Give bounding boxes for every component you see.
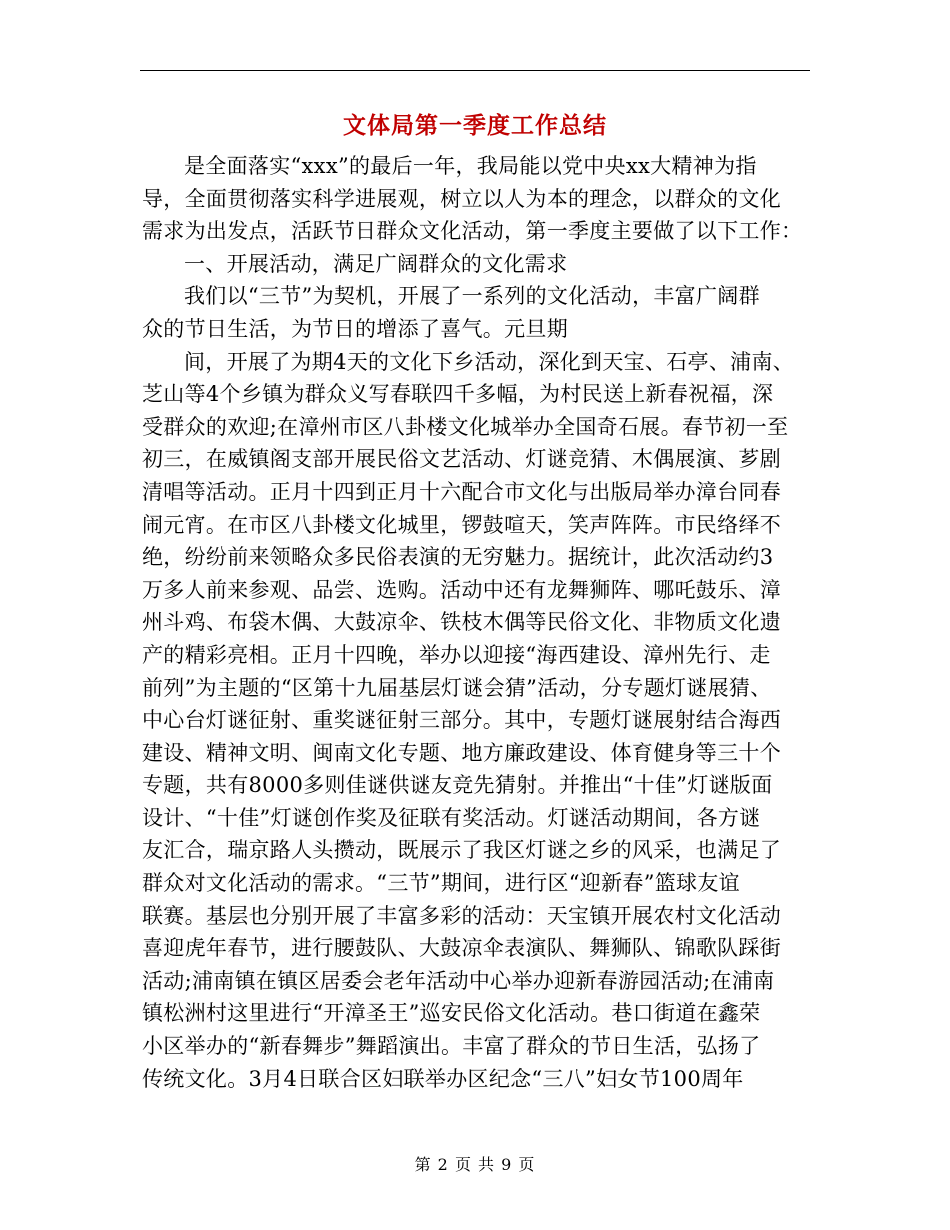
body-line: 前列”为主题的“区第十九届基层灯谜会猜”活动，分专题灯谜展猜、 (142, 675, 772, 700)
body-line: 传统文化。3月4日联合区妇联举办区纪念“三八”妇女节100周年 (142, 1066, 744, 1091)
body-line: 建设、精神文明、闽南文化专题、地方廉政建设、体育健身等三十个 (142, 740, 781, 765)
body-line: 小区举办的“新春舞步”舞蹈演出。丰富了群众的节日生活，弘扬了 (142, 1034, 761, 1059)
body-line: 喜迎虎年春节，进行腰鼓队、大鼓凉伞表演队、舞狮队、锦歌队踩街 (142, 936, 781, 961)
body-line: 清唱等活动。正月十四到正月十六配合市文化与出版局举办漳台同春 (142, 479, 781, 504)
body-line: 导，全面贯彻落实科学进展观，树立以人为本的理念，以群众的文化 (142, 186, 781, 211)
body-line: 镇松洲村这里进行“开漳圣王”巡安民俗文化活动。巷口街道在鑫荣 (142, 1001, 761, 1026)
body-line: 初三，在威镇阁支部开展民俗文艺活动、灯谜竞猜、木偶展演、芗剧 (142, 447, 781, 472)
body-line: 产的精彩亮相。正月十四晚，举办以迎接“海西建设、漳州先行、走 (142, 642, 771, 667)
body-line: 设计、“十佳”灯谜创作奖及征联有奖活动。灯谜活动期间，各方谜 (142, 805, 761, 830)
body-line: 众的节日生活，为节日的增添了喜气。元旦期 (142, 316, 568, 341)
body-line: 联赛。基层也分别开展了丰富多彩的活动：天宝镇开展农村文化活动 (142, 903, 781, 928)
document-body (142, 150, 810, 1095)
body-line: 闹元宵。在市区八卦楼文化城里，锣鼓喧天，笑声阵阵。市民络绎不 (142, 512, 781, 537)
body-line: 州斗鸡、布袋木偶、大鼓凉伞、铁枝木偶等民俗文化、非物质文化遗 (142, 610, 781, 635)
body-line: 需求为出发点，活跃节日群众文化活动，第一季度主要做了以下工作： (142, 219, 803, 244)
body-line: 绝，纷纷前来领略众多民俗表演的无穷魅力。据统计，此次活动约3 (142, 545, 774, 570)
document-title: 文体局第一季度工作总结 (343, 113, 607, 139)
body-line: 芝山等4个乡镇为群众义写春联四千多幅，为村民送上新春祝福，深 (142, 382, 774, 407)
body-line: 中心台灯谜征射、重奖谜征射三部分。其中，专题灯谜展射结合海西 (142, 708, 781, 733)
body-line: 活动;浦南镇在镇区居委会老年活动中心举办迎新春游园活动;在浦南 (142, 968, 775, 993)
body-line: 我们以“三节”为契机，开展了一系列的文化活动，丰富广阔群 (184, 284, 760, 309)
body-line: 间，开展了为期4天的文化下乡活动，深化到天宝、石亭、浦南、 (184, 349, 795, 374)
body-line: 是全面落实“xxx”的最后一年，我局能以党中央xx大精神为指 (184, 154, 757, 178)
page-number: 第 2 页 共 9 页 (414, 1155, 536, 1174)
body-line: 万多人前来参观、品尝、选购。活动中还有龙舞狮阵、哪吒鼓乐、漳 (142, 577, 781, 602)
body-line: 友汇合，瑞京路人头攒动，既展示了我区灯谜之乡的风采，也满足了 (142, 838, 781, 863)
section-heading: 一、开展活动，满足广阔群众的文化需求 (184, 251, 568, 276)
body-line: 群众对文化活动的需求。“三节”期间，进行区“迎新春”篮球友谊 (142, 871, 740, 896)
body-line: 受群众的欢迎;在漳州市区八卦楼文化城举办全国奇石展。春节初一至 (142, 414, 789, 439)
body-line: 专题，共有8000多则佳谜供谜友竞先猜射。并推出“十佳”灯谜版面 (142, 773, 773, 798)
header-rule (140, 70, 810, 71)
